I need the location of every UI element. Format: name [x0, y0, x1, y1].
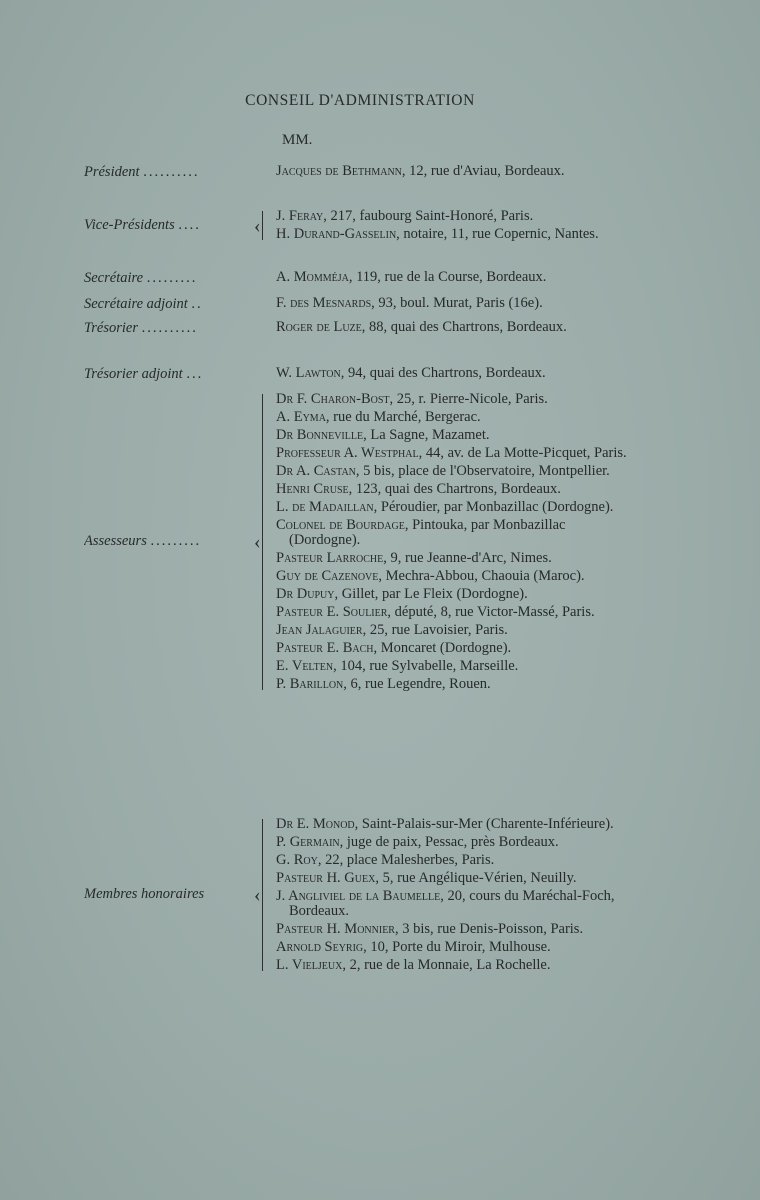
- list-item: [276, 587, 628, 602]
- list-item: [276, 464, 628, 479]
- role-name: Secrétaire: [84, 270, 144, 286]
- brace-bracket: [262, 394, 263, 690]
- member-address: , Saint-Palais-sur-Mer (Charente-Inférieure).: [354, 816, 614, 832]
- member-address: , 10, Porte du Miroir, Mulhouse.: [363, 939, 551, 955]
- list-item: [276, 889, 628, 919]
- leader-dots: ..........: [143, 164, 200, 180]
- list-item: [276, 270, 628, 285]
- entries-list: [276, 817, 628, 973]
- member-name: Dr Dupuy: [276, 586, 335, 602]
- role-label: [84, 366, 252, 383]
- brace-point: ‹: [254, 884, 261, 906]
- member-address: , Moncaret (Dordogne).: [373, 640, 512, 656]
- role-label: [84, 270, 252, 287]
- list-item: [276, 871, 628, 886]
- member-address: , 93, boul. Murat, Paris (16e).: [371, 295, 543, 311]
- role-label: [84, 217, 252, 234]
- member-address: , 22, place Malesherbes, Paris.: [317, 852, 495, 868]
- leader-dots: .........: [150, 533, 202, 549]
- role-label: [84, 320, 252, 337]
- member-name: H. Durand-Gasselin: [276, 226, 397, 242]
- member-address: , La Sagne, Mazamet.: [363, 427, 490, 443]
- entries-list: [276, 366, 628, 381]
- role-name: Vice-Présidents: [84, 217, 175, 233]
- role-name: Trésorier adjoint: [84, 366, 183, 382]
- leader-dots: ..: [191, 296, 203, 312]
- member-name: F. des Mesnards: [276, 295, 372, 311]
- member-name: Jacques de Bethmann: [276, 163, 402, 179]
- leader-dots: ....: [178, 217, 201, 233]
- list-item: [276, 551, 628, 566]
- member-name: W. Lawton: [276, 365, 341, 381]
- entries-list: [276, 209, 628, 242]
- entries-list: [276, 296, 628, 311]
- member-address: , député, 8, rue Victor-Massé, Paris.: [387, 604, 595, 620]
- member-address: , 217, faubourg Saint-Honoré, Paris.: [323, 208, 534, 224]
- list-item: [276, 641, 628, 656]
- role-name: Président: [84, 164, 140, 180]
- list-item: [276, 227, 628, 242]
- member-address: , 12, rue d'Aviau, Bordeaux.: [401, 163, 565, 179]
- member-name: Pasteur E. Bach: [276, 640, 374, 656]
- role-name: Secrétaire adjoint: [84, 296, 188, 312]
- member-name: L. de Madaillan: [276, 499, 374, 515]
- brace-point: ‹: [254, 531, 261, 553]
- list-item: [276, 922, 628, 937]
- member-address: , 2, rue de la Monnaie, La Rochelle.: [342, 957, 551, 973]
- member-name: Pasteur E. Soulier: [276, 604, 388, 620]
- entries-list: [276, 270, 628, 285]
- member-name: Arnold Seyrig: [276, 939, 364, 955]
- list-item: [276, 623, 628, 638]
- brace-bracket: [262, 211, 263, 240]
- role-label: [84, 533, 252, 550]
- entries-list: [276, 164, 628, 179]
- list-item: [276, 835, 628, 850]
- member-address: , 20, cours du Maréchal-Foch, Bordeaux.: [289, 888, 615, 919]
- member-name: J. Feray: [276, 208, 324, 224]
- member-name: Roger de Luze: [276, 319, 362, 335]
- list-item: [276, 164, 628, 179]
- member-address: , juge de paix, Pessac, près Bordeaux.: [339, 834, 559, 850]
- list-item: [276, 410, 628, 425]
- member-address: , Pintouka, par Monbazillac (Dordogne).: [289, 517, 566, 548]
- member-address: , 123, quai des Chartrons, Bordeaux.: [348, 481, 561, 497]
- list-item: [276, 392, 628, 407]
- list-item: [276, 940, 628, 955]
- member-address: , 6, rue Legendre, Rouen.: [343, 676, 491, 692]
- brace-bracket: [262, 819, 263, 971]
- mm-heading: MM.: [282, 132, 313, 148]
- member-address: , Gillet, par Le Fleix (Dordogne).: [334, 586, 528, 602]
- role-name: Trésorier: [84, 320, 138, 336]
- member-name: Henri Cruse: [276, 481, 349, 497]
- list-item: [276, 446, 628, 461]
- list-item: [276, 518, 628, 548]
- member-name: A. Eyma: [276, 409, 326, 425]
- member-name: G. Roy: [276, 852, 318, 868]
- member-address: , notaire, 11, rue Copernic, Nantes.: [396, 226, 599, 242]
- member-name: J. Angliviel de la Baumelle: [276, 888, 441, 904]
- list-item: [276, 428, 628, 443]
- member-address: , 104, rue Sylvabelle, Marseille.: [333, 658, 519, 674]
- member-address: , Mechra-Abbou, Chaouia (Maroc).: [378, 568, 585, 584]
- member-name: A. Momméja: [276, 269, 349, 285]
- list-item: [276, 320, 628, 335]
- member-name: Dr F. Charon-Bost: [276, 391, 390, 407]
- list-item: [276, 366, 628, 381]
- list-item: [276, 569, 628, 584]
- list-item: [276, 482, 628, 497]
- member-name: Pasteur H. Monnier: [276, 921, 395, 937]
- list-item: [276, 817, 628, 832]
- member-name: L. Vieljeux: [276, 957, 343, 973]
- list-item: [276, 659, 628, 674]
- member-address: , 5, rue Angélique-Vérien, Neuilly.: [375, 870, 577, 886]
- brace-point: ‹: [254, 215, 261, 237]
- list-item: [276, 209, 628, 224]
- role-label: [84, 886, 252, 903]
- member-address: , 25, r. Pierre-Nicole, Paris.: [389, 391, 548, 407]
- entries-list: [276, 320, 628, 335]
- leader-dots: .........: [146, 270, 198, 286]
- member-address: , 3 bis, rue Denis-Poisson, Paris.: [394, 921, 584, 937]
- member-name: P. Germain: [276, 834, 340, 850]
- member-name: Dr Bonneville: [276, 427, 364, 443]
- role-label: [84, 296, 252, 313]
- list-item: [276, 500, 628, 515]
- list-item: [276, 296, 628, 311]
- member-address: , 94, quai des Chartrons, Bordeaux.: [340, 365, 546, 381]
- member-address: , 9, rue Jeanne-d'Arc, Nimes.: [383, 550, 552, 566]
- member-address: , 119, rue de la Course, Bordeaux.: [348, 269, 547, 285]
- member-name: Professeur A. Westphal: [276, 445, 419, 461]
- member-address: , rue du Marché, Bergerac.: [325, 409, 481, 425]
- leader-dots: ...: [186, 366, 204, 382]
- list-item: [276, 605, 628, 620]
- member-name: Dr E. Monod: [276, 816, 355, 832]
- entries-list: [276, 392, 628, 692]
- list-item: [276, 677, 628, 692]
- member-address: , 44, av. de La Motte-Picquet, Paris.: [418, 445, 627, 461]
- member-name: P. Barillon: [276, 676, 344, 692]
- role-name: Membres honoraires: [84, 886, 205, 902]
- member-name: Pasteur Larroche: [276, 550, 384, 566]
- member-name: Colonel de Bourdage: [276, 517, 405, 533]
- member-name: Jean Jalaguier: [276, 622, 363, 638]
- list-item: [276, 853, 628, 868]
- role-label: [84, 164, 252, 181]
- member-address: , 88, quai des Chartrons, Bordeaux.: [361, 319, 567, 335]
- page-title: CONSEIL D'ADMINISTRATION: [245, 92, 475, 109]
- member-name: Pasteur H. Guex: [276, 870, 376, 886]
- member-address: , 5 bis, place de l'Observatoire, Montpellier.: [355, 463, 610, 479]
- member-address: , 25, rue Lavoisier, Paris.: [362, 622, 508, 638]
- list-item: [276, 958, 628, 973]
- leader-dots: ..........: [141, 320, 198, 336]
- role-name: Assesseurs: [84, 533, 147, 549]
- member-name: E. Velten: [276, 658, 334, 674]
- member-address: , Péroudier, par Monbazillac (Dordogne).: [373, 499, 614, 515]
- member-name: Guy de Cazenove: [276, 568, 379, 584]
- member-name: Dr A. Castan: [276, 463, 356, 479]
